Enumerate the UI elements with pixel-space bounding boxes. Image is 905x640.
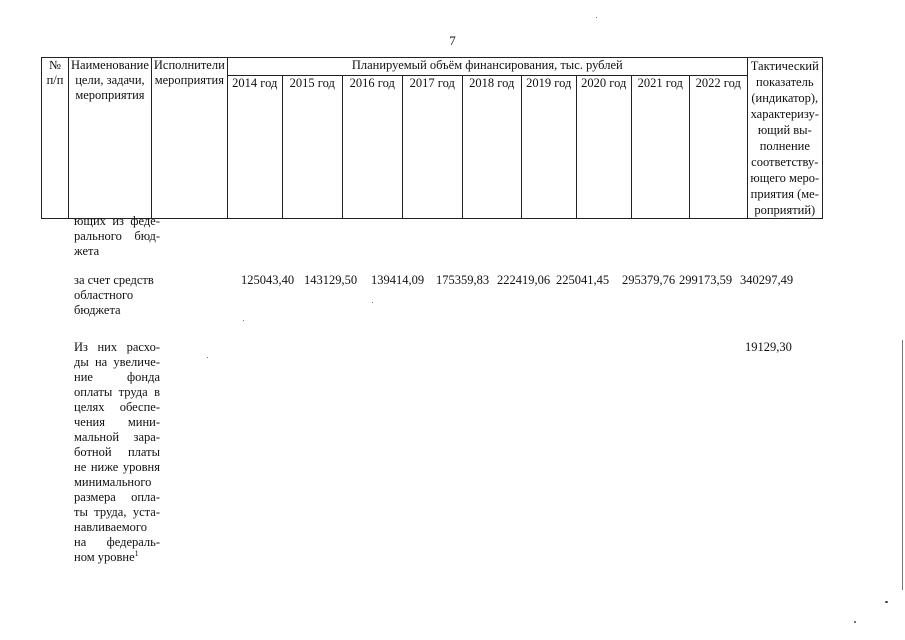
wage-expenses-label [74, 340, 160, 565]
header-year: 2020 год [576, 76, 631, 219]
header-number: № п/п [42, 58, 69, 219]
header-year: 2017 год [402, 76, 462, 219]
header-executors: Исполнители мероприятия [151, 58, 227, 219]
value-2018: 222419,06 [497, 273, 551, 287]
scan-speck [854, 621, 856, 623]
regional-budget-label: за счет средств областного бюджета [74, 273, 154, 317]
scan-speck [372, 302, 373, 303]
header-year: 2022 год [689, 76, 747, 219]
wage-value-2022: 19129,30 [745, 340, 792, 354]
header-financing: Планируемый объём финансирования, тыс. рублей [227, 58, 747, 76]
scan-speck [207, 357, 208, 358]
continuation-text: ющих из феде-рального бюд-жета [74, 214, 160, 258]
scan-speck [596, 17, 597, 18]
scan-speck [243, 320, 244, 321]
page-number: 7 [449, 33, 456, 48]
value-2019: 225041,45 [556, 273, 610, 287]
header-name: Наименование цели, задачи, мероприятия [69, 58, 152, 219]
header-year: 2021 год [631, 76, 689, 219]
header-year: 2018 год [462, 76, 521, 219]
value-2020: 295379,76 [622, 273, 676, 287]
wage-expenses-text: Из них расхо-ды на увеличе-ние фонда оплаты труда в целях обеспе-чения мини-мальной зара-ботной платы не ниже уровня минимального размера опла-ты труда, уста-навливаемого на федераль-ном уровне [74, 340, 160, 564]
scan-edge-line [902, 340, 903, 590]
header-indicator: Тактический показатель (индикатор), характеризу-ющий вы-полнение соответству-ющего меро-приятия (ме-роприятий) [747, 58, 822, 219]
header-year: 2014 год [227, 76, 282, 219]
value-2021: 299173,59 [679, 273, 733, 287]
value-2014: 125043,40 [241, 273, 295, 287]
scan-speck [885, 601, 888, 603]
header-year: 2016 год [342, 76, 402, 219]
value-2017: 175359,83 [436, 273, 490, 287]
value-2022: 340297,49 [740, 273, 794, 287]
header-year: 2019 год [521, 76, 576, 219]
financing-table-header [41, 57, 823, 219]
footnote-mark: 1 [134, 548, 139, 558]
header-year: 2015 год [282, 76, 342, 219]
value-2016: 139414,09 [371, 273, 425, 287]
value-2015: 143129,50 [304, 273, 358, 287]
